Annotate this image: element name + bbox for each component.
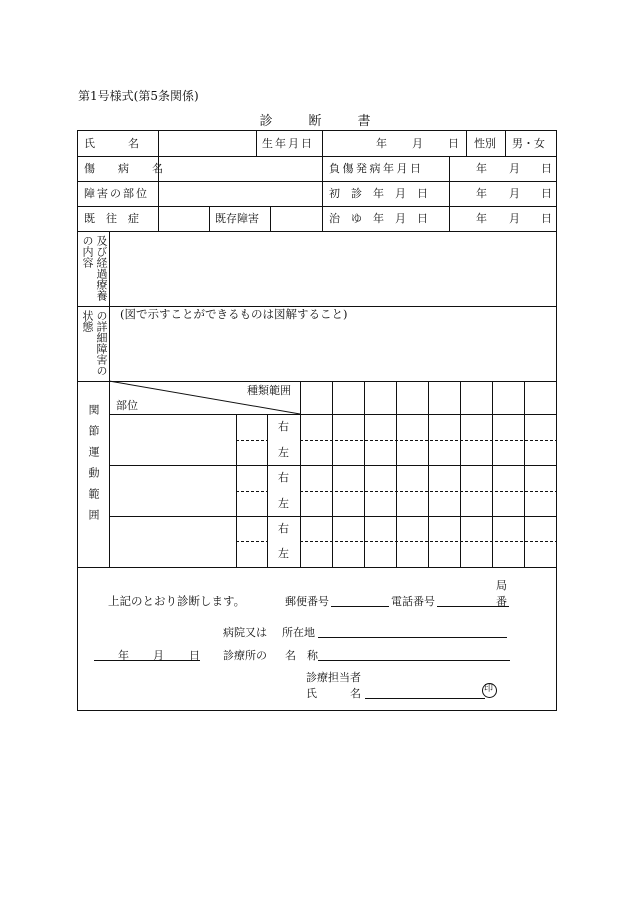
clinic-of-label: 診療所の — [223, 649, 267, 662]
date-day: 日 — [189, 649, 200, 662]
cure-month: 月 — [509, 212, 520, 225]
doctor-name-field[interactable] — [365, 683, 480, 698]
site-label: 障害の部位 — [84, 187, 149, 200]
treatment-field[interactable] — [111, 233, 555, 305]
doctor-label: 診療担当者 — [306, 671, 361, 684]
disease-label: 傷 病 名 — [84, 162, 169, 175]
address-field[interactable] — [318, 622, 507, 637]
side-right: 右 — [278, 522, 289, 535]
treatment-label-col: 療養の内容 — [81, 235, 108, 301]
date-month: 月 — [153, 649, 164, 662]
disability-label — [80, 310, 108, 380]
name-label: 氏 名 — [84, 137, 139, 150]
side-right: 右 — [278, 420, 289, 433]
existing-disability-field[interactable] — [272, 208, 322, 230]
first-visit-month: 月 — [509, 187, 520, 200]
dob-day: 日 — [448, 137, 459, 150]
postal-label: 郵便番号 — [285, 595, 329, 608]
seal-mark: 印 — [484, 684, 494, 694]
date-year: 年 — [118, 649, 129, 662]
disease-field[interactable] — [160, 158, 322, 180]
injury-year: 年 — [476, 162, 487, 175]
history-label: 既 往 症 — [84, 212, 139, 225]
postal-field[interactable] — [331, 592, 389, 606]
facility-name-label: 名 称 — [285, 649, 318, 662]
disability-label-col: の詳細 — [95, 310, 108, 343]
cure-day: 日 — [541, 212, 552, 225]
dob-label: 生年月日 — [262, 137, 314, 150]
doctor-name-label: 氏 名 — [306, 687, 361, 700]
dob-month: 月 — [412, 137, 423, 150]
side-left: 左 — [278, 446, 289, 459]
disability-label-col: 障害の状態 — [81, 310, 108, 376]
treatment-label — [80, 235, 108, 305]
treatment-label-col: 及び経過 — [95, 235, 108, 279]
form-id: 第1号様式(第5条関係) — [78, 89, 199, 103]
phone-label: 電話番号 — [391, 595, 435, 608]
first-visit-year: 年 — [476, 187, 487, 200]
injury-month: 月 — [509, 162, 520, 175]
address-label: 所在地 — [282, 626, 315, 639]
injury-date-label: 負傷発病年月日 — [329, 162, 424, 175]
facility-name-field[interactable] — [318, 645, 510, 660]
existing-disability-label: 既存障害 — [215, 212, 259, 225]
type-range-label: 種類範囲 — [247, 384, 291, 397]
phone-field[interactable] — [437, 592, 497, 606]
side-right: 右 — [278, 471, 289, 484]
ban-label: 番 — [496, 595, 507, 608]
injury-day: 日 — [541, 162, 552, 175]
page-title — [0, 110, 630, 129]
side-left: 左 — [278, 547, 289, 560]
title-char: 診 — [259, 114, 273, 129]
first-visit-day: 日 — [541, 187, 552, 200]
disability-field[interactable] — [111, 325, 555, 379]
dob-field[interactable] — [324, 132, 466, 154]
kyoku-label: 局 — [496, 579, 507, 592]
hospital-or-label: 病院又は — [223, 626, 267, 639]
title-char: 断 — [308, 114, 322, 129]
disability-note: (図で示すことができるものは図解すること) — [120, 307, 348, 321]
statement: 上記のとおり診断します。 — [108, 594, 246, 608]
site-field[interactable] — [160, 183, 322, 205]
name-field[interactable] — [160, 132, 256, 154]
sex-label: 性別 — [474, 137, 496, 150]
title-char: 書 — [357, 114, 371, 129]
cure-year: 年 — [476, 212, 487, 225]
first-visit-label: 初 診 年 月 日 — [329, 187, 428, 200]
history-field[interactable] — [160, 208, 208, 230]
part-label: 部位 — [116, 399, 138, 412]
sex-value[interactable]: 男・女 — [512, 137, 545, 150]
rom-label: 関節運動範囲 — [87, 404, 100, 530]
side-left: 左 — [278, 497, 289, 510]
cure-date-label: 治 ゆ 年 月 日 — [329, 212, 428, 225]
dob-year: 年 — [376, 137, 387, 150]
